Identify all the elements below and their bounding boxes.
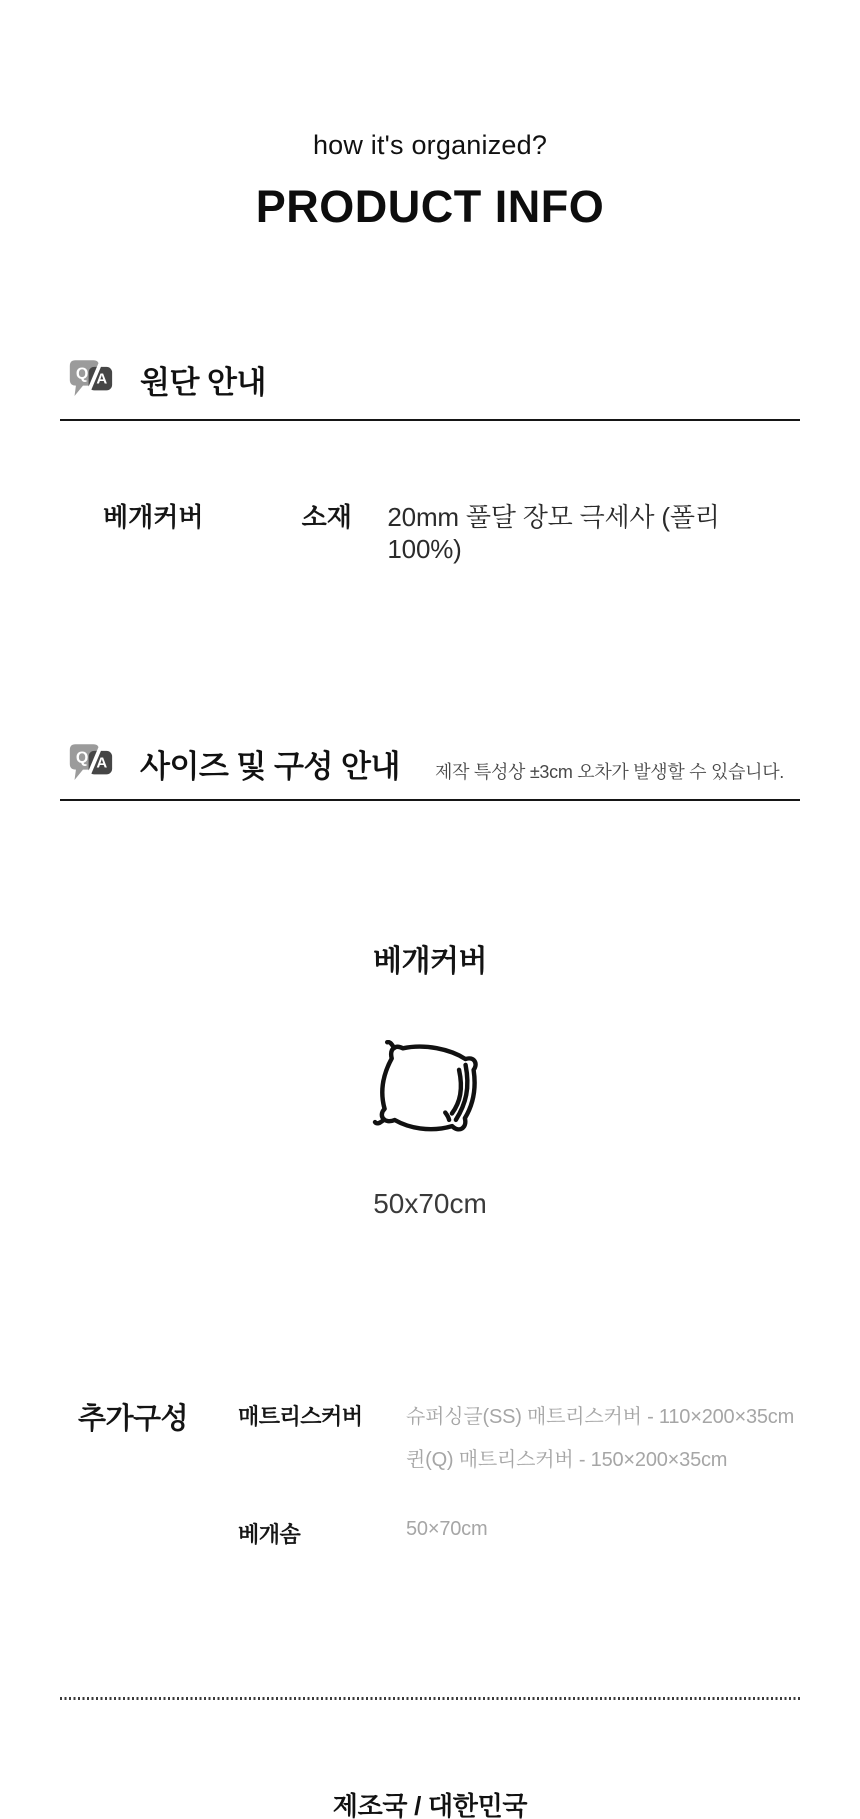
qa-badge-q-letter: Q <box>75 364 89 382</box>
qa-badge-icon <box>67 358 114 402</box>
qa-badge-icon <box>67 742 114 786</box>
hero-header <box>60 0 800 233</box>
extra-row-value: 50×70cm <box>406 1518 488 1540</box>
fabric-section <box>60 357 800 565</box>
extra-composition <box>60 1396 800 1549</box>
fabric-spec-attr: 소재 <box>301 502 352 532</box>
fabric-spec-part: 베개커버 <box>103 502 204 532</box>
qa-badge-a-letter: A <box>96 754 108 772</box>
size-section-title: 사이즈 및 구성 안내 <box>140 749 400 784</box>
pillow-item-name: 베개커버 <box>373 945 487 978</box>
extra-row-mattress-cover <box>238 1400 800 1472</box>
size-section-header <box>60 741 800 786</box>
hero-subtitle: how it's organized? <box>312 130 548 160</box>
extra-row-label: 매트리스커버 <box>238 1404 363 1429</box>
fabric-spec-row <box>60 497 800 565</box>
fabric-section-title: 원단 안내 <box>140 365 266 400</box>
dotted-divider <box>60 1697 800 1700</box>
extra-row-label: 베개솜 <box>238 1522 301 1547</box>
fabric-section-header <box>60 357 800 402</box>
pillow-dimension: 50x70cm <box>373 1188 487 1219</box>
size-tolerance-note: 제작 특성상 ±3cm 오차가 발생할 수 있습니다. <box>435 762 784 782</box>
extra-row-value: 퀸(Q) 매트리스커버 - 150×200×35cm <box>406 1449 728 1471</box>
page-title: PRODUCT INFO <box>255 181 605 232</box>
qa-badge-a-letter: A <box>96 370 108 388</box>
extra-composition-title: 추가구성 <box>78 1403 189 1435</box>
extra-row-pillow-insert <box>238 1518 800 1549</box>
fabric-spec-value: 20mm 풀달 장모 극세사 (폴리 100%) <box>387 502 720 564</box>
fabric-section-divider <box>60 419 800 421</box>
size-section-divider <box>60 799 800 801</box>
size-section <box>60 741 800 1549</box>
extra-row-value: 슈퍼싱글(SS) 매트리스커버 - 110×200×35cm <box>406 1406 795 1428</box>
country-of-origin: 제조국 / 대한민국 <box>332 1791 528 1819</box>
pillow-figure <box>60 936 800 1220</box>
qa-badge-q-letter: Q <box>75 748 89 766</box>
pillow-icon <box>369 1040 491 1140</box>
